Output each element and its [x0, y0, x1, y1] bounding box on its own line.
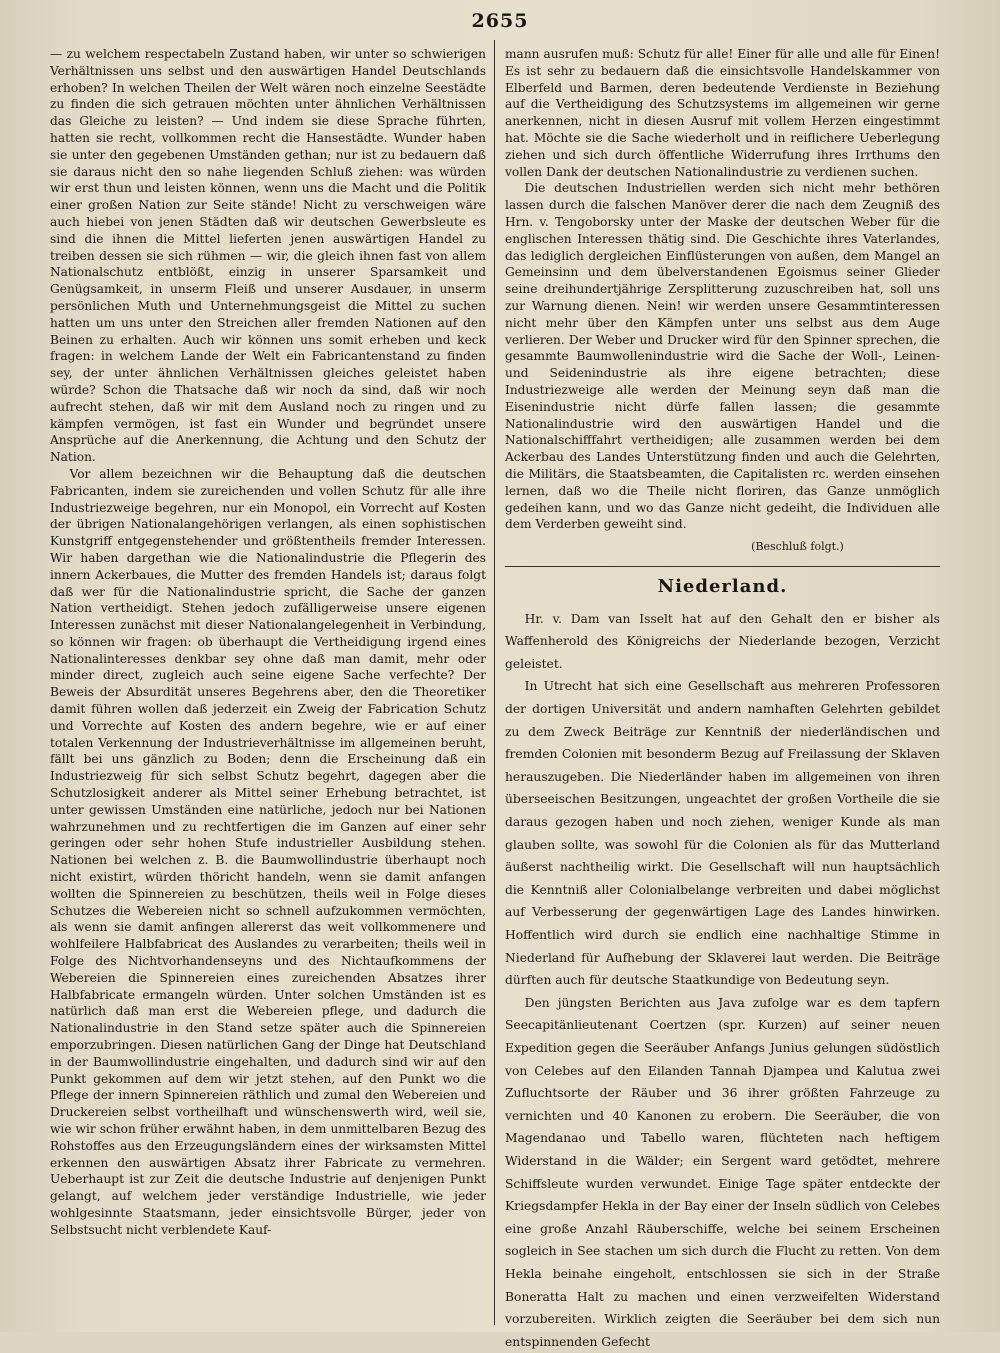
- right-column: [505, 46, 940, 1349]
- left-paragraph-2: Vor allem bezeichnen wir die Behauptung daß die deutschen Fabricanten, indem sie zureichenden und vollen Schutz für alle ihre Industriezweige begehren, nur ein Monopol, ein Vorrecht auf Kosten der übrigen Nationalangehörigen verlangen, als einen sophistischen Kunstgriff entgegenstehender und größtentheils fremder Interessen. Wir haben dargethan wie die Nationalindustrie die Pflegerin des innern Ackerbaues, die Mutter des fremden Handels ist; daraus folgt daß wer für die Nationalindustrie spricht, die Sache der ganzen Nation vertheidigt. Stehen jedoch zufälligerweise unsere eigenen Interessen zunächst mit dieser Nationalangelegenheit in Verbindung, so können wir fragen: ob überhaupt die Vertheidigung irgend eines Nationalinteresses denkbar sey ohne daß man damit, mehr oder minder direct, zugleich auch seine eigene Sache verfechte? Der Beweis der Absurdität unseres Begehrens aber, den die Theoretiker damit führen wollen daß jederzeit ein Zweig der Fabrication Schutz und Vorrechte auf Kosten des andern begehre, wie er auf einer totalen Verkennung der Industrieverhältnisse im allgemeinen beruht, fällt bei uns gänzlich zu Boden; denn die Erscheinung daß ein Industriezweig für sich selbst Schutz begehrt, dagegen aber die Schutzlosigkeit anderer als Mittel seiner Erhebung betrachtet, ist unter gewissen Umständen eine natürliche, jedoch nur bei Nationen wahrzunehmen und zu rechtfertigen die im Ganzen auf einer sehr geringen oder sehr hohen Stufe industrieller Ausbildung stehen. Nationen bei welchen z. B. die Baumwollindustrie überhaupt noch nicht existirt, würden thöricht handeln, wenn sie damit anfangen wollten die Spinnereien zu beschützen, theils weil in Folge dieses Schutzes die Webereien nicht so schnell aufzukommen vermöchten, als wenn sie damit anfingen allererst das weit vollkommenere und wohlfeilere Halbfabricat des Auslandes zu verarbeiten; theils weil in Folge des Nichtvorhandenseyns und des Nichtaufkommens der Webereien die Spinnereien eines zureichenden Absatzes ihrer Halbfabricate ermangeln würden. Unter solchen Umständen ist es natürlich daß man erst die Webereien pflege, und dadurch die Nationalindustrie in den Stand setze später auch die Spinnereien emporzubringen. Diesen natürlichen Gang der Dinge hat Deutschland in der Baumwollindustrie eingehalten, und dadurch sind wir auf den Punkt gekommen auf dem wir jetzt stehen, auf den Punkt wo die Pflege der innern Spinnereien räthlich und zumal den Webereien und Druckereien selbst vortheilhaft und wünschenswerth wird, weil sie, wie wir schon früher erwähnt haben, in dem unmittelbaren Bezug des Rohstoffes aus den Erzeugungsländern eines der wirksamsten Mittel erkennen den auswärtigen Absatz ihrer Fabricate zu vermehren. Ueberhaupt ist zur Zeit die deutsche Industrie auf denjenigen Punkt gelangt, auf welchem jeder verständige Industrielle, wie jeder wohlgesinnte Staatsmann, jeder einsichtsvolle Bürger, jeder von Selbstsucht nicht verblendete Kauf-: [50, 466, 486, 1237]
- right-paragraph-2: Die deutschen Industriellen werden sich nicht mehr bethören lassen durch die falschen Manöver derer die nach dem Zeugniß des Hrn. v. Tengoborsky unter der Maske der deutschen Weber für die englischen Interessen thätig sind. Die Geschichte ihres Vaterlandes, das lediglich dergleichen Einflüsterungen von außen, dem Mangel an Gemeinsinn und dem übelverstandenen Egoismus seiner Glieder seine dreihundertjährige Zersplitterung zuzuschreiben hat, soll uns zur Warnung dienen. Nein! wir werden unsere Gesammtinteressen nicht mehr über den Kämpfen unter uns selbst aus dem Auge verlieren. Der Weber und Drucker wird für den Spinner sprechen, die gesammte Baumwollenindustrie wird die Sache der Woll-, Leinen- und Seidenindustrie als ihre eigene betrachten; diese Industriezweige alle werden der Meinung seyn daß man die Eisenindustrie nicht dürfe fallen lassen; die gesammte Nationalindustrie wird den auswärtigen Handel und die Nationalschifffahrt vertheidigen; alle zusammen werden bei dem Ackerbau des Landes Unterstützung finden und auch die Gelehrten, die Militärs, die Staatsbeamten, die Capitalisten rc. werden einsehen lernen, daß wo die Theile nicht floriren, das Ganze unmöglich gedeihen kann, und wo das Ganze nicht gedeiht, die Individuen alle dem Verderben geweiht sind.: [505, 181, 940, 532]
- section-divider: [505, 566, 940, 567]
- right-paragraph-1: mann ausrufen muß: Schutz für alle! Einer für alle und alle für Einen! Es ist sehr zu bedauern daß die einsichtsvolle Handelskammer von Elberfeld und Barmen, deren bedeutende Verdienste in Beziehung auf die Vertheidigung des Schutzsystems im allgemeinen wir gerne anerkennen, nicht in diesen Ausruf mit vollem Herzen eingestimmt hat. Möchte sie die Sache wiederholt und in reiflichere Ueberlegung ziehen und sich durch öffentliche Widerrufung ihres Irrthums den vollen Dank der deutschen Nationalindustrie zu verdienen suchen.: [505, 47, 940, 179]
- left-paragraph-1: — zu welchem respectabeln Zustand haben, wir unter so schwierigen Verhältnissen uns selbst und den auswärtigen Handel Deutschlands erhoben? In welchen Theilen der Welt wären noch einzelne Seestädte zu finden die sich getrauen möchten unter ähnlichen Verhältnissen das Gleiche zu leisten? — Und indem sie diese Sprache führten, hatten sie recht, vollkommen recht die Hansestädte. Wunder haben sie unter den gegebenen Umständen gethan; nur ist zu bedauern daß sie daraus nicht den so nahe liegenden Schluß ziehen: was würden wir erst thun und leisten können, wenn uns die Macht und die Politik einer großen Nation zur Seite stände! Nicht zu verschweigen wäre auch hiebei von jenen Städten daß wir deutschen Gewerbsleute es sind die ihnen die Mittel lieferten jenen auswärtigen Handel zu treiben dessen sie sich rühmen — wir, die gleich ihnen fast von allem Nationalschutz entblößt, einzig in unserer Sparsamkeit und Genügsamkeit, in unserm Fleiß und unserer Ausdauer, in unserm persönlichen Muth und Unternehmungsgeist die Mittel zu suchen hatten um uns unter den Streichen aller fremden Nationen auf den Beinen zu erhalten. Auch wir können uns somit erheben und keck fragen: in welchem Lande der Welt ein Fabricantenstand zu finden sey, der unter ähnlichen Verhältnissen gleiches geleistet haben würde? Schon die Thatsache daß wir noch da sind, daß wir noch aufrecht stehen, daß wir mit dem Ausland noch zu ringen und zu kämpfen vermögen, ist fast ein Wunder und begründet unsere Ansprüche auf die Anerkennung, die Achtung und den Schutz der Nation.: [50, 47, 486, 465]
- section-paragraph-1: Hr. v. Dam van Isselt hat auf den Gehalt den er bisher als Waffenherold des Königreichs der Niederlande bezogen, Verzicht geleistet.: [505, 611, 940, 671]
- continuation-note: (Beschluß folgt.): [751, 540, 844, 554]
- column-divider: [494, 40, 495, 1325]
- section-paragraph-3: Den jüngsten Berichten aus Java zufolge war es dem tapfern Seecapitänlieutenant Coertzen (spr. Kurzen) auf seiner neuen Expedition gegen die Seeräuber Anfangs Junius gelungen südöstlich von Celebes auf den Eilanden Tannah Djampea und Kalutua zwei Zufluchtsorte der Räuber und 36 ihrer größten Fahrzeuge zu vernichten und 40 Kanonen zu erobern. Die Seeräuber, die von Magendanao und Tabello waren, flüchteten nach heftigem Widerstand in die Wälder; ein Sergent ward getödtet, mehrere Schiffsleute wurden verwundet. Einige Tage später entdeckte der Kriegsdampfer Hekla in der Bay einer der Inseln südlich von Celebes eine große Anzahl Räuberschiffe, welche bei seinem Erscheinen sogleich in See stachen um sich durch die Flucht zu retten. Von dem Hekla beinahe eingeholt, entschlossen sie sich in der Straße Boneratta Halt zu machen und einen verzweifelten Widerstand vorzubereiten. Wirklich zeigten die Seeräuber bei dem sich nun entspinnenden Gefecht: [505, 995, 940, 1349]
- page-number: 2655: [471, 10, 529, 32]
- section-title: Niederland.: [657, 575, 788, 597]
- left-column: [50, 46, 486, 1324]
- section-paragraph-2: In Utrecht hat sich eine Gesellschaft aus mehreren Professoren der dortigen Universität und andern namhaften Gelehrten gebildet zu dem Zweck Beiträge zur Kenntniß der niederländischen und fremden Colonien mit besonderm Bezug auf Freilassung der Sklaven herauszugeben. Die Niederländer haben im allgemeinen von ihren überseeischen Besitzungen, ungeachtet der großen Vortheile die sie daraus gezogen haben und noch ziehen, weniger Kunde als man glauben sollte, was sowohl für die Colonien als für das Mutterland äußerst nachtheilig wirkt. Die Gesellschaft will nun hauptsächlich die Kenntniß aller Colonialbelange verbreiten und dabei möglichst auf Verbesserung der gegenwärtigen Lage des Landes hinwirken. Hoffentlich wird durch sie endlich eine nachhaltige Stimme in Niederland für Aufhebung der Sklaverei laut werden. Die Beiträge dürften auch für deutsche Staatkundige von Bedeutung seyn.: [505, 679, 940, 988]
- section-body: [505, 608, 940, 1353]
